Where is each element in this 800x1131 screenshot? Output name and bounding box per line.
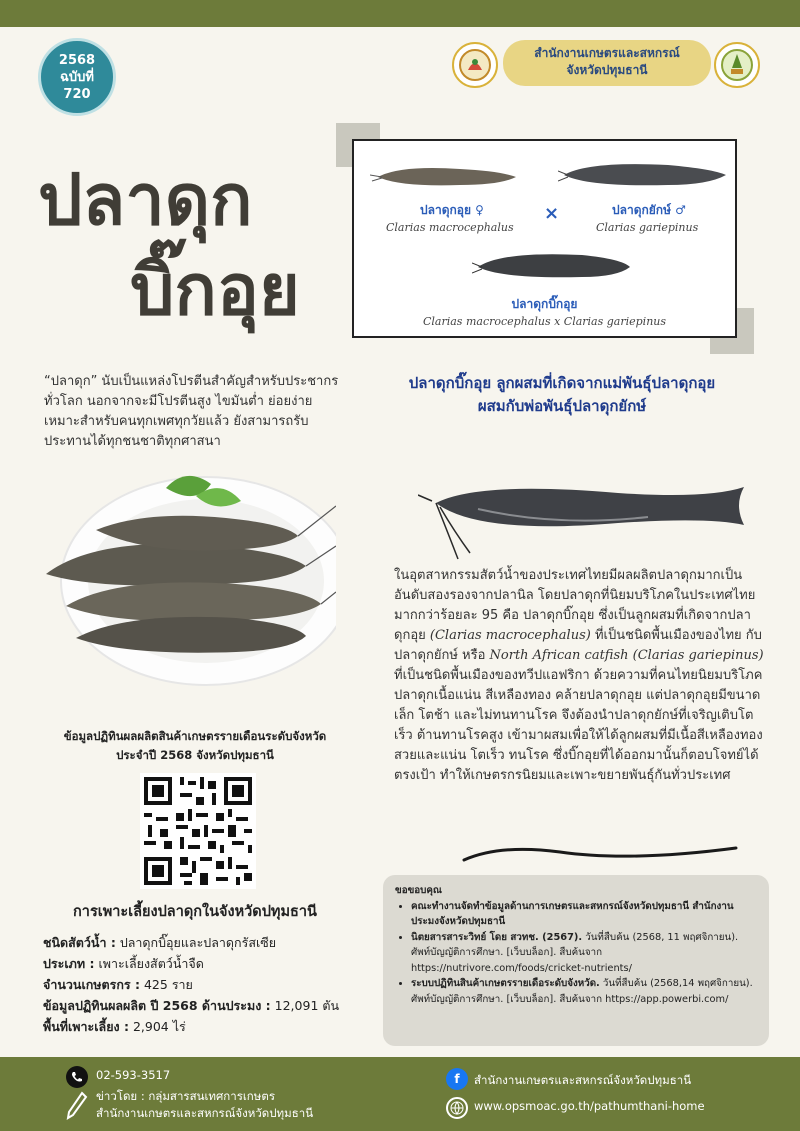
fact-row (43, 1016, 383, 1037)
fact-value: ปลาดุกบิ๊อุยและปลาดุกรัสเซีย (119, 935, 277, 950)
acknowledgements-list (395, 899, 757, 1008)
calendar-data-title (40, 727, 350, 765)
fact-value: 2,904 ไร่ (132, 1019, 186, 1034)
acknowledgement-item (411, 899, 757, 930)
acknowledgement-item (411, 930, 757, 977)
qr-code[interactable] (140, 773, 256, 889)
footer-news-by-line2: สำนักงานเกษตรและสหกรณ์จังหวัดปทุมธานี (96, 1106, 314, 1120)
phone-icon (66, 1066, 88, 1088)
fact-label: พื้นที่เพาะเลี้ยง : (43, 1019, 129, 1034)
title-line2: บิ๊กอุย (130, 249, 300, 331)
species-diagram (352, 139, 737, 338)
subtitle (362, 372, 762, 418)
fact-row (43, 953, 383, 974)
fact-label: ชนิดสัตว์น้ำ : (43, 935, 116, 950)
catfish-plate-photo (36, 466, 336, 688)
acknowledgement-source: ระบบปฏิทินสินค้าเกษตรรายเดือระดับจังหวัด. (411, 978, 600, 989)
section-title: การเพาะเลี้ยงปลาดุกในจังหวัดปทุมธานี (73, 904, 317, 920)
org-banner (503, 40, 711, 86)
body-latin1: (Clarias macrocephalus) (429, 628, 591, 643)
fact-row (43, 995, 383, 1016)
fact-value: เพาะเลี้ยงสัตว์น้ำจืด (98, 956, 204, 971)
female-fish-image (370, 155, 520, 195)
issue-year: 2568 (58, 53, 96, 68)
subtitle-line1: ปลาดุกบิ๊กอุย ลูกผสมที่เกิดจากแม่พันธุ์ปลาดุกอุย (408, 374, 716, 392)
hybrid-fish-image (472, 241, 632, 287)
fact-label: ข้อมูลปฏิทินผลผลิต ปี 2568 ด้านประมง : (43, 998, 271, 1013)
acknowledgement-detail[interactable]: วันที่สืบค้น (2568,14 พฤศจิกายน). ศัพท์บัญญัติการศึกษา. [เว็บบล็อก]. สืบค้นจาก https://app.powerbi.com/ (411, 978, 753, 1005)
calendar-data-title-line2: ประจำปี 2568 จังหวัดปทุมธานี (116, 748, 274, 762)
facebook-icon: f (446, 1068, 468, 1090)
fact-label: จำนวนเกษตรกร : (43, 977, 140, 992)
issue-label: ฉบับที่ (60, 70, 94, 85)
fact-label: ประเภท : (43, 956, 95, 971)
footer-facebook[interactable]: สำนักงานเกษตรและสหกรณ์จังหวัดปทุมธานี (474, 1073, 692, 1087)
female-species-latin: Clarias macrocephalus (386, 221, 514, 234)
fact-value: 425 ราย (143, 977, 193, 992)
acknowledgement-item (411, 976, 757, 1007)
bigui-catfish-photo (418, 473, 748, 565)
female-species-name: ปลาดุกอุย ♀ (420, 203, 484, 217)
footer-website[interactable]: www.opsmoac.go.th/pathumthani-home (474, 1099, 705, 1113)
body-latin2: North African catfish (Clarias gariepinus) (489, 648, 764, 663)
decorative-swash (460, 840, 740, 870)
issue-badge (38, 38, 116, 116)
fact-row (43, 932, 383, 953)
male-species-latin: Clarias gariepinus (596, 221, 699, 234)
pencil-icon (66, 1091, 88, 1125)
footer-news-by-line1: ข่าวโดย : กลุ่มสารสนเทศการเกษตร (96, 1089, 275, 1103)
body-paragraph-part2: ที่เป็นชนิดพื้นเมืองของไทย กับปลาดุกยักษ์ หรือ (394, 628, 762, 663)
ministry-logo (452, 42, 498, 88)
issue-number: 720 (63, 87, 91, 102)
province-logo (714, 42, 760, 88)
hybrid-species-latin: Clarias macrocephalus x Clarias gariepinus (422, 315, 667, 328)
hybrid-species-name: ปลาดุกบิ๊กอุย (511, 297, 578, 311)
fact-row (43, 974, 383, 995)
acknowledgement-detail[interactable]: วันที่สืบค้น (2568, 11 พฤศจิกายน). ศัพท์บัญญัติการศึกษา. [เว็บบล็อก]. สืบค้นจาก https://nutrivore.com/foods/cricket-nutrients/ (411, 931, 739, 974)
male-fish-image (558, 153, 728, 195)
body-paragraph-part3: ที่เป็นชนิดพื้นเมืองของทวีปแอฟริกา ด้วยความที่คนไทยนิยมบริโภคปลาดุกเนื้อแน่น สีเหลืองทอง คล้ายปลาดุกอุย แต่ปลาดุกอุยมีขนาดเล็ก โตช้า และไม่ทนทานโรค จึงต้องนำปลาดุกยักษ์ที่เจริญเติบโตเร็ว ต้านทานโรคสูง เข้ามาผสมเพื่อให้ได้ลูกผสมที่มีเนื้อสีเหลืองทองสวยและแน่น โตเร็ว ทนโรค ซึ่งบิ๊กอุยที่ได้ออกมานั้นก็ตอบโจทย์ได้ตรงเป้า ทำให้เกษตรกรนิยมและเพาะขยายพันธุ์กันทั่วประเทศ (394, 668, 763, 783)
fact-value: 12,091 ตัน (274, 998, 340, 1013)
intro-text: “ปลาดุก” นับเป็นแหล่งโปรตีนสำคัญสำหรับประชากรทั่วโลก นอกจากจะมีโปรตีนสูง ไขมันต่ำ ย่อยง่าย เหมาะสำหรับคนทุกเพศทุกวัยแล้ว ยังสามารถรับประทานได้ทุกชนชาติทุกศาสนา (44, 374, 339, 449)
calendar-data-title-line1: ข้อมูลปฏิทินผลผลิตสินค้าเกษตรรายเดือนระดับจังหวัด (63, 729, 327, 743)
org-name-line1: สำนักงานเกษตรและสหกรณ์ (534, 46, 680, 60)
subtitle-line2: ผสมกับพ่อพันธุ์ปลาดุกยักษ์ (477, 397, 647, 415)
cross-symbol: × (544, 203, 560, 224)
title-line1: ปลาดุก (38, 159, 253, 241)
acknowledgements-box (383, 875, 769, 1046)
footer (0, 1057, 800, 1131)
org-name-line2: จังหวัดปทุมธานี (566, 63, 648, 77)
acknowledgements-title: ขอขอบคุณ (395, 885, 443, 896)
acknowledgement-source: นิตยสารสาระวิทย์ โดย สวทช. (2567). (411, 931, 583, 943)
body-paragraph-part1: ในอุตสาหกรรมสัตว์น้ำของประเทศไทยมีผลผลิตปลาดุกมากเป็นอันดับสองรองจากปลานิล โดยปลาดุกที่นิยมบริโภคในประเทศไทยมากกว่าร้อยละ 95 คือ ปลาดุกบิ๊กอุย ซึ่งเป็นลูกผสมที่เกิดจากปลาดุกอุย (394, 568, 756, 643)
top-bar (0, 0, 800, 27)
body-text (394, 566, 766, 786)
globe-icon (446, 1097, 468, 1119)
male-species-name: ปลาดุกยักษ์ ♂ (612, 203, 686, 217)
footer-phone[interactable]: 02-593-3517 (96, 1068, 171, 1082)
acknowledgement-source: คณะทำงานจัดทำข้อมูลด้านการเกษตรและสหกรณ์จังหวัดปทุมธานี สำนักงานประมงจังหวัดปทุมธานี (411, 900, 734, 927)
facts-list (43, 932, 383, 1037)
